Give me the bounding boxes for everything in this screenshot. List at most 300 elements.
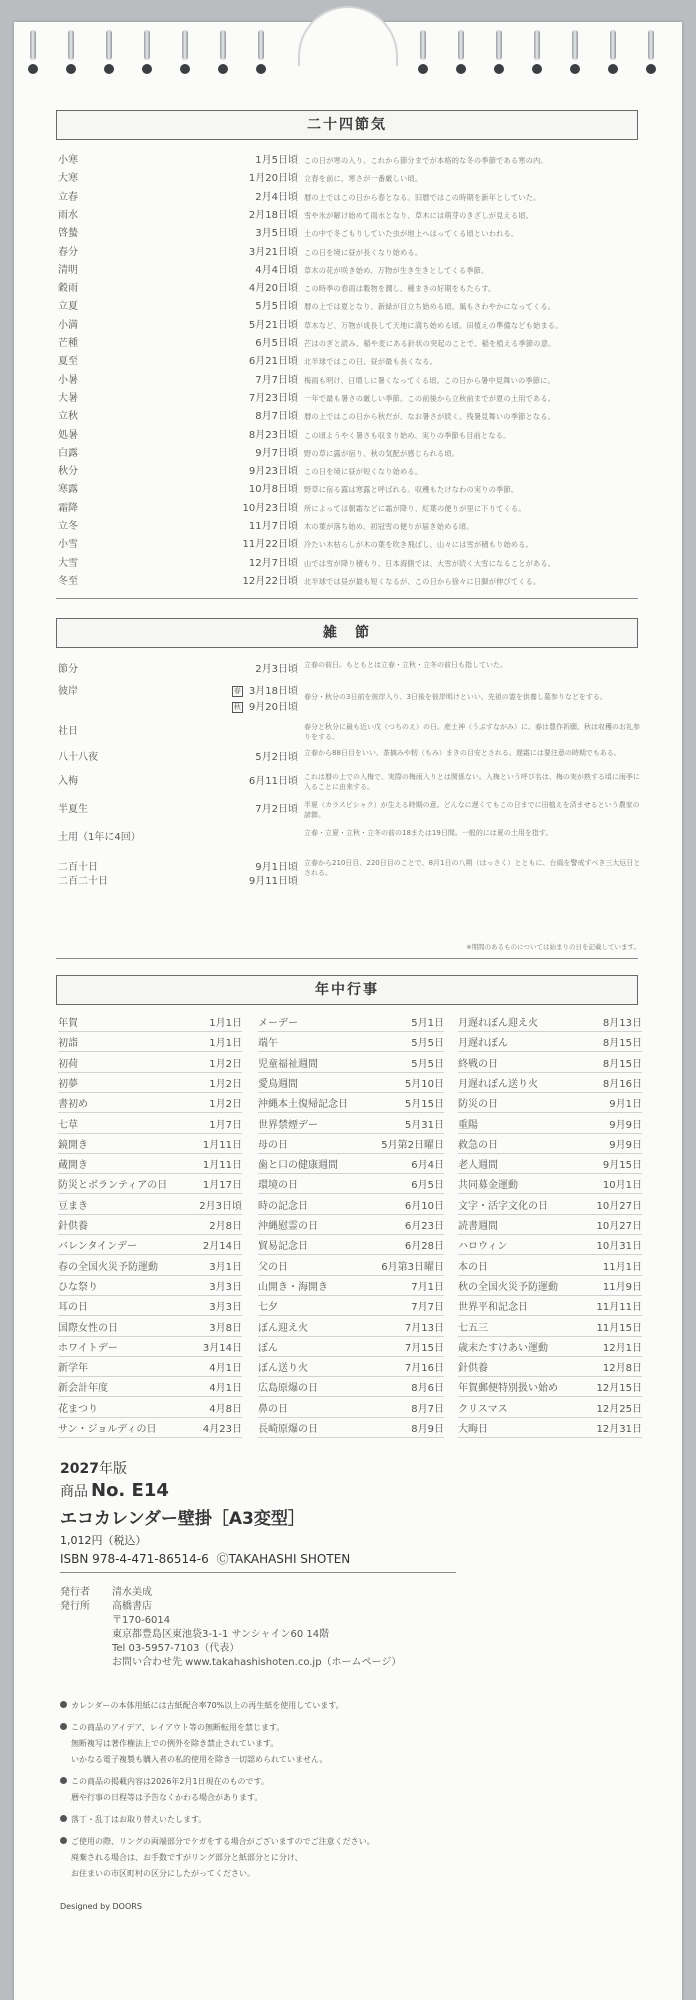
event-date: 6月28日 [404,1241,444,1253]
higan-mark-1: 秋 [233,702,241,711]
event-underline [58,1295,242,1296]
event-date: 12月31日 [596,1424,642,1435]
ring-hole [256,64,266,74]
zassetsu-desc: 春分と秋分に最も近い戊（つちのえ）の日。産土神（うぶすながみ）に、春は豊作祈願、秋は収穫のお礼参りをする。 [304,723,640,741]
isbn-line [60,1550,350,1567]
event-underline [258,1031,444,1032]
binding-ring [28,30,38,74]
notice-item [60,1774,640,1806]
event-name: 七草 [58,1119,78,1131]
event-underline [58,1092,242,1093]
event-name: 環境の日 [258,1180,298,1192]
event-date: 7月15日 [404,1342,444,1354]
sekki-desc: 冷たい木枯らしが木の葉を吹き飛ばし、山々には雪が積もり始める。 [304,540,534,550]
bullet-icon [60,1815,67,1822]
ring-wire [496,30,502,60]
sekki-name: 春分 [58,246,78,258]
ring-wire [610,30,616,60]
address: 東京都豊島区東池袋3-1-1 サンシャイン60 14階 [112,1629,330,1640]
sekki-desc: 雪や氷が解け始めて雨水となり、草木には萌芽のきざしが見える頃。 [304,210,534,220]
event-underline [458,1193,642,1194]
event-date: 3月8日 [209,1322,242,1334]
event-name: 世界禁煙デー [258,1119,318,1131]
event-name: ひな祭り [58,1281,98,1293]
sekki-desc: 暦の上では夏となり、新緑が目立ち始める頃。風もさわやかになってくる。 [304,302,556,312]
event-row [258,1380,444,1398]
notice-item [60,1812,640,1828]
event-underline [458,1396,642,1397]
zassetsu-date: 9月1日頃 [255,862,298,873]
sekki-date: 4月20日頃 [248,283,298,295]
ring-hole [28,64,38,74]
event-underline [258,1254,444,1255]
event-name: 本の日 [458,1261,488,1273]
divider [60,1572,456,1573]
sekki-date: 8月23日頃 [248,429,298,441]
ring-hole [570,64,580,74]
sekki-row [58,573,638,591]
event-date: 11月9日 [602,1281,642,1293]
event-date: 8月15日 [602,1038,642,1050]
event-row [458,1076,642,1094]
event-underline [58,1315,242,1316]
event-row [458,1157,642,1175]
event-row [258,1299,444,1317]
event-name: 書初め [58,1099,88,1111]
event-name: 針供養 [58,1221,88,1232]
bullet-icon [60,1701,67,1708]
zip: 〒170-6014 [112,1615,171,1626]
event-name: 鏡開き [58,1139,88,1151]
event-name: 歳末たすけあい運動 [458,1342,548,1354]
sekki-row [58,353,638,371]
sekki-desc: この日が寒の入り。これから節分までが本格的な冬の季節である寒の内。 [304,156,548,165]
sekki-date: 8月7日頃 [255,411,298,423]
notice-item [60,1720,640,1768]
event-date: 4月1日 [209,1383,242,1395]
sekki-row [58,390,638,408]
event-name: サン・ジョルディの日 [58,1424,157,1435]
event-name: 老人週間 [458,1160,498,1172]
event-name: 蔵開き [58,1160,88,1172]
sekki-name: 大寒 [58,173,78,185]
ring-hole [494,64,504,74]
event-row [58,1137,242,1155]
binding-ring [66,30,76,74]
event-row [458,1279,642,1297]
event-underline [58,1031,242,1032]
event-underline [258,1437,444,1438]
event-date: 1月11日 [202,1160,242,1172]
event-underline [458,1133,642,1134]
zassetsu-desc: これは暦の上での入梅で、実際の梅雨入りとは関係ない。入梅という呼び名は、梅の実が熟する頃に雨季に入ることに由来する。 [304,773,640,791]
event-row [58,1015,242,1033]
event-name: メーデー [258,1018,298,1029]
event-name: ホワイトデー [58,1342,118,1354]
event-name: 父の日 [258,1261,288,1273]
edition-year: 2027 [60,1461,99,1477]
zassetsu-desc: 半夏（カラスビシャク）が生える時期の意。どんなに遅くてもこの日までに田植えを済ませるという農家の諺節。 [304,801,640,819]
event-name: 国際女性の日 [58,1322,118,1334]
office: 高橋書店 [112,1601,152,1612]
event-date: 4月1日 [209,1363,242,1375]
price: 1,012円（税込） [60,1534,147,1547]
event-row [58,1380,242,1398]
divider [56,958,638,959]
event-name: 端午 [258,1038,278,1050]
event-underline [458,1092,642,1093]
sekki-name: 立冬 [58,521,78,532]
event-name: 沖縄慰霊の日 [258,1221,318,1232]
sekki-row [58,536,638,554]
sekki-desc: この日を境に昼が長くなり始める。 [304,247,423,257]
event-row [458,1218,642,1236]
notice-line [60,1720,640,1736]
designer-credit: Designed by DOORS [60,1902,142,1911]
higan-date-text: 3月18日頃 [248,686,298,697]
event-name: 年賀 [58,1018,78,1029]
event-name: 広島原爆の日 [258,1383,318,1395]
sekki-date: 9月7日頃 [255,447,298,459]
sekki-desc: 暦の上ではこの日から春となる。旧暦ではこの時期を新年としていた。 [304,192,541,202]
events-heading: 年中行事 [56,975,638,1005]
spiral-binding [0,30,696,82]
event-date: 7月1日 [411,1281,444,1293]
event-row [458,1035,642,1053]
notice-text: 暦や行事の日程等は予告なくかわる場合があります。 [71,1793,263,1802]
event-row [458,1137,642,1155]
event-row [58,1076,242,1094]
event-underline [258,1051,444,1052]
event-date: 7月16日 [404,1363,444,1375]
event-date: 8月16日 [602,1078,642,1090]
event-date: 3月14日 [202,1342,242,1354]
sekki-date: 2月18日頃 [248,209,298,221]
notice-text: この商品のアイデア、レイアウト等の無断転用を禁じます。 [71,1723,285,1732]
publisher-block [60,1586,401,1670]
event-row [258,1401,444,1419]
event-row [258,1218,444,1236]
sekki-date: 12月7日頃 [248,557,298,569]
bullet-icon [60,1837,67,1844]
copyright: ⒸTAKAHASHI SHOTEN [216,1552,351,1566]
event-underline [258,1133,444,1134]
sekki-name: 夏至 [58,356,78,368]
event-row [58,1096,242,1114]
zassetsu-name: 二百十日 [58,862,98,873]
event-name: 初詣 [58,1038,78,1050]
event-underline [58,1396,242,1397]
zassetsu-name: 入梅 [58,776,78,787]
event-underline [58,1193,242,1194]
event-date: 1月11日 [202,1139,242,1151]
sekki-desc: この頃ようやく暑さも収まり始め、実りの季節も目前となる。 [304,430,511,440]
event-row [258,1238,444,1256]
event-row [258,1096,444,1114]
ring-wire [572,30,578,60]
sekki-date: 5月21日頃 [248,319,298,331]
sekki-row [58,170,638,188]
event-date: 5月5日 [411,1058,444,1070]
isbn: ISBN 978-4-471-86514-6 [60,1552,209,1566]
zassetsu-desc: 立春・立夏・立秋・立冬の前の18または19日間。一般的には夏の土用を指す。 [304,829,553,837]
event-name: バレンタインデー [58,1241,138,1253]
event-date: 1月1日 [209,1038,242,1050]
event-row [258,1340,444,1358]
ring-wire [182,30,188,60]
zassetsu-name: 土用（1年に4回） [58,832,141,843]
zassetsu-date: 2月3日頃 [255,664,298,675]
sekki-name: 啓蟄 [58,228,78,240]
sekki-date: 10月8日頃 [248,484,298,496]
sekki-desc: 木の葉が落ち始め、初冠雪の便りが届き始める頃。 [304,522,474,531]
edition-line [60,1458,127,1478]
event-name: 読書週間 [458,1221,498,1232]
zassetsu-name: 八十八夜 [58,752,98,763]
event-underline [258,1092,444,1093]
event-name: 大晦日 [458,1424,488,1435]
event-name: 月遅れぼん送り火 [458,1078,538,1090]
event-date: 10月1日 [602,1180,642,1192]
notice-item [60,1834,640,1882]
event-name: 年賀郵便特別扱い始め [458,1383,558,1395]
event-underline [58,1336,242,1337]
zassetsu-date: 6月11日頃 [248,776,298,787]
notice-line [60,1834,640,1850]
event-name: 花まつり [58,1403,98,1415]
event-row [258,1198,444,1216]
sekki-name: 小満 [58,319,78,331]
event-name: 初夢 [58,1078,78,1090]
event-name: 秋の全国火災予防運動 [458,1281,558,1293]
sekki-date: 3月21日頃 [248,246,298,258]
sekki-date: 7月7日頃 [255,374,298,386]
event-underline [258,1173,444,1174]
binding-ring [646,30,656,74]
sekki-row [58,335,638,353]
event-underline [458,1295,642,1296]
event-row [258,1279,444,1297]
event-date: 12月8日 [602,1363,642,1375]
event-date: 5月31日 [404,1119,444,1131]
event-date: 5月5日 [411,1038,444,1050]
event-row [458,1299,642,1317]
sekki-row [58,207,638,225]
event-date: 11月1日 [602,1261,642,1273]
event-underline [58,1356,242,1357]
event-underline [58,1376,242,1377]
event-date: 5月1日 [411,1018,444,1029]
event-date: 8月9日 [411,1424,444,1435]
event-name: 初荷 [58,1058,78,1070]
binding-ring [218,30,228,74]
ring-wire [144,30,150,60]
notice-line [60,1736,640,1752]
event-date: 12月15日 [596,1383,642,1395]
event-date: 10月27日 [596,1221,642,1232]
event-underline [58,1275,242,1276]
sekki-name: 冬至 [58,575,78,587]
event-row [58,1177,242,1195]
event-underline [58,1153,242,1154]
event-row [58,1421,242,1439]
binding-ring [608,30,618,74]
higan-date [158,698,298,713]
event-row [258,1421,444,1439]
event-name: ぼん迎え火 [258,1322,308,1334]
binding-ring [180,30,190,74]
event-underline [258,1072,444,1073]
ring-wire [534,30,540,60]
event-row [258,1076,444,1094]
event-date: 7月7日 [411,1302,444,1314]
event-underline [258,1193,444,1194]
binding-ring [104,30,114,74]
sekki-desc: この時季の春雨は穀物を潤し、種まきの好期をもたらす。 [304,284,496,294]
binding-ring [456,30,466,74]
sekki-desc: 野草に宿る露は寒露と呼ばれる。収穫もたけなわの実りの季節。 [304,485,519,495]
sekki-name: 立秋 [58,411,78,423]
event-row [58,1117,242,1135]
event-underline [258,1376,444,1377]
zassetsu-note: ※期間のあるものについては始まりの日を記載しています。 [466,943,640,951]
event-date: 12月25日 [596,1403,642,1415]
event-row [258,1015,444,1033]
sekki-date: 1月5日頃 [255,155,298,166]
event-row [58,1218,242,1236]
event-name: 耳の日 [58,1302,88,1314]
sekki-row [58,280,638,298]
event-name: 月遅れぼん迎え火 [458,1018,538,1029]
event-underline [58,1214,242,1215]
binding-ring [418,30,428,74]
zassetsu-date: 9月11日頃 [248,876,298,887]
event-date: 1月2日 [209,1099,242,1111]
notice-text: この商品の掲載内容は2026年2月1日現在のものです。 [71,1777,269,1786]
notice-text: ご使用の際、リングの両端部分でケガをする場合がございますのでご注意ください。 [71,1837,375,1846]
event-name: 七夕 [258,1302,278,1314]
notice-text: いかなる電子複製も購入者の私的使用を除き一切認められていません。 [71,1755,328,1764]
ring-wire [420,30,426,60]
sekki-date: 11月22日頃 [242,539,298,551]
sekki-name: 芒種 [58,338,78,349]
event-name: 新学年 [58,1363,88,1375]
sekki-date: 10月23日頃 [242,502,298,514]
event-row [58,1401,242,1419]
sekki-row [58,500,638,518]
event-name: 児童福祉週間 [258,1058,318,1070]
event-underline [258,1315,444,1316]
edition-suffix: 年版 [98,1461,127,1477]
higan-desc: 春分・秋分の3日前を彼岸入り、3日後を彼岸明けといい、先祖の霊を供養し墓参りなどをする。 [304,693,607,701]
event-date: 6月5日 [411,1180,444,1192]
event-row [258,1137,444,1155]
event-date: 1月2日 [209,1058,242,1070]
ring-hole [418,64,428,74]
sekki-name: 穀雨 [58,283,78,295]
event-name: 母の日 [258,1139,288,1151]
event-date: 6月10日 [404,1200,444,1212]
event-underline [258,1417,444,1418]
sekki-name: 寒露 [58,484,78,496]
sekki-name: 大暑 [58,392,78,404]
sekki-date: 7月23日頃 [248,392,298,404]
event-row [258,1157,444,1175]
event-date: 5月第2日曜日 [381,1139,444,1151]
event-name: 文字・活字文化の日 [458,1200,548,1212]
notice-line [60,1850,640,1866]
event-underline [458,1173,642,1174]
notice-line [60,1866,640,1882]
sekki-desc: 土の中で冬ごもりしていた虫が地上へはってくる頃といわれる。 [304,229,519,239]
event-date: 8月15日 [602,1058,642,1070]
ring-wire [106,30,112,60]
ring-hole [608,64,618,74]
sekki-name: 雨水 [58,209,78,221]
event-underline [458,1031,642,1032]
event-row [58,1340,242,1358]
bullet-icon [60,1723,67,1730]
sekki-row [58,189,638,207]
notice-text: 無断複写は著作権法上での例外を除き禁止されています。 [71,1739,279,1748]
event-row [258,1035,444,1053]
event-date: 5月10日 [404,1078,444,1090]
event-underline [258,1234,444,1235]
event-underline [458,1315,642,1316]
event-name: 新会計年度 [58,1383,108,1395]
event-row [58,1360,242,1378]
event-underline [458,1336,642,1337]
event-name: ハロウィン [458,1241,508,1253]
sekki-desc: 立春を前に、寒さが一番厳しい頃。 [304,174,423,184]
event-underline [458,1051,642,1052]
event-row [458,1421,642,1439]
sekki-row [58,152,638,170]
sekki-row [58,372,638,390]
ring-wire [220,30,226,60]
event-name: 月遅れぼん [458,1038,508,1050]
event-underline [458,1417,642,1418]
binding-ring [256,30,266,74]
event-row [458,1117,642,1135]
event-underline [58,1112,242,1113]
event-underline [258,1214,444,1215]
event-date: 2月14日 [202,1241,242,1253]
event-underline [458,1234,642,1235]
event-date: 3月3日 [209,1302,242,1314]
notice-text: お住まいの市区町村の区分にしたがってください。 [71,1869,255,1878]
event-date: 6月23日 [404,1221,444,1232]
event-date: 6月4日 [411,1160,444,1172]
event-name: ぼん送り火 [258,1363,308,1375]
event-row [458,1056,642,1074]
ring-hole [66,64,76,74]
event-date: 1月7日 [209,1119,242,1131]
zassetsu-desc: 立春から210日目、220日目のことで、8月1日の八朔（はっさく）とともに、台風を警戒すべき三大厄日とされる。 [304,859,641,877]
sekki-desc: 芒はのぎと読み、稲や麦にある針状の突起のことで、稲を植える季節の意。 [304,339,556,348]
sekki-heading: 二十四節気 [56,110,638,140]
item-prefix: 商品 [60,1484,88,1500]
event-row [258,1320,444,1338]
issuer-label: 発行者 [60,1587,90,1598]
event-underline [58,1051,242,1052]
event-name: クリスマス [458,1403,508,1415]
product-name: エコカレンダー壁掛［A3変型］ [60,1509,305,1529]
sekki-name: 立夏 [58,301,78,313]
sekki-row [58,481,638,499]
event-underline [458,1356,642,1357]
sekki-row [58,445,638,463]
